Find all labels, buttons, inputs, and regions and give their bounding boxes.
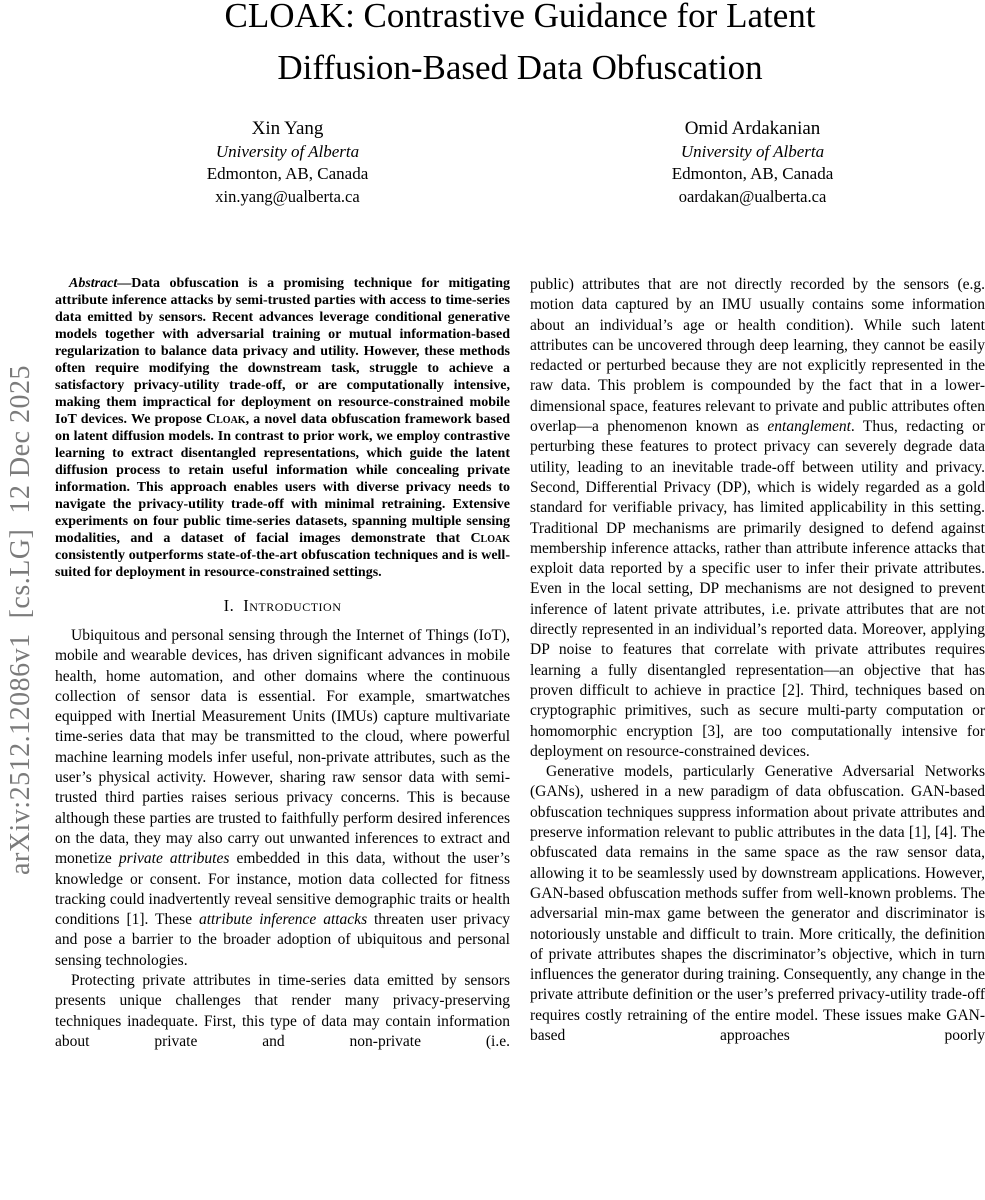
- author-2-location: Edmonton, AB, Canada: [671, 164, 834, 183]
- section-number: I.: [223, 596, 235, 615]
- right-column: [530, 275, 985, 1046]
- arxiv-watermark: arXiv:2512.12086v1 [cs.LG] 12 Dec 2025: [5, 365, 36, 875]
- author-1-location: Edmonton, AB, Canada: [206, 164, 369, 183]
- author-2-name: Omid Ardakanian: [684, 118, 821, 139]
- section-heading-introduction: [55, 596, 510, 616]
- author-1-affiliation: University of Alberta: [215, 141, 360, 161]
- intro-paragraph-2-continued: public) attributes that are not directly recorded by the sensors (e.g. motion data captured by an IMU usually contains some information about an individual’s age or health condition). While such latent attributes can be uncovered through deep learning, they cannot be easily redacted or perturbed because they are not explicitly represented in the raw data. This problem is compounded by the fact that in a lower-dimensional space, features relevant to private and public attributes often overlap—a phenomenon known as entanglement. Thus, redacting or perturbing these features to protect privacy can severely degrade data utility, leading to an inevitable trade-off between utility and privacy. Second, Differential Privacy (DP), which is widely regarded as a gold standard for verifiable privacy, has limited applicability in this setting. Traditional DP mechanisms are primarily designed to defend against membership inference attacks, rather than attribute inference attacks that exploit data reported by a specific user to infer their private attributes. Even in the local setting, DP mechanisms are not designed to prevent inference of latent private attributes, i.e. private attributes that are not directly represented in an individual’s reported data. Moreover, applying DP noise to features that correlate with private attributes requires learning a fully disentangled representation—an objective that has proven difficult to achieve in practice [2]. Third, techniques based on cryptographic primitives, such as secure multi-party computation or homomorphic encryption [3], are too computationally intensive for deployment on resource-constrained devices.: [530, 276, 985, 760]
- author-2-affiliation: University of Alberta: [680, 141, 825, 161]
- abstract-paragraph: Abstract—Data obfuscation is a promising technique for mitigating attribute inference attacks by semi-trusted parties with access to time-series data emitted by sensors. Recent advances leverage conditional generative models together with adversarial training or mutual information-based regularization to balance data privacy and utility. However, these methods often require modifying the downstream task, struggle to achieve a satisfactory privacy-utility trade-off, or are computationally intensive, making them impractical for deployment on resource-constrained mobile IoT devices. We propose Cloak, a novel data obfuscation framework based on latent diffusion models. In contrast to prior work, we employ contrastive learning to extract disentangled representations, which guide the latent diffusion process to retain useful information while concealing private information. This approach enables users with diverse privacy needs to navigate the privacy-utility trade-off with minimal retraining. Extensive experiments on four public time-series datasets, spanning multiple sensing modalities, and a dataset of facial images demonstrate that Cloak consistently outperforms state-of-the-art obfuscation techniques and is well-suited for deployment in resource-constrained settings.: [55, 276, 510, 580]
- paper-title: [55, 0, 985, 94]
- intro-paragraph-2: Protecting private attributes in time-series data emitted by sensors presents unique challenges that render many privacy-preserving techniques inadequate. First, this type of data may contain information about private and non-private (i.e.: [55, 972, 510, 1050]
- author-1: [55, 118, 520, 208]
- intro-paragraph-1: Ubiquitous and personal sensing through the Internet of Things (IoT), mobile and wearable devices, has driven significant advances in mobile health, home automation, and other domains where the continuous collection of sensor data is essential. For example, smartwatches equipped with Inertial Measurement Units (IMUs) capture multivariate time-series data that may be transmitted to the cloud, where powerful machine learning models infer useful, non-private attributes, such as the user’s physical activity. However, sharing raw sensor data with semi-trusted third parties raises serious privacy concerns. This is because although these parties are trusted to faithfully perform desired inferences on the data, they may also carry out unwanted inferences to extract and monetize private attributes embedded in this data, without the user’s knowledge or consent. For instance, motion data collected for fitness tracking could inadvertently reveal sensitive demographic traits or health conditions [1]. These attribute inference attacks threaten user privacy and pose a barrier to the broader adoption of ubiquitous and personal sensing technologies.: [55, 627, 510, 969]
- author-2-email: oardakan@ualberta.ca: [678, 186, 827, 206]
- intro-paragraph-3: Generative models, particularly Generative Adversarial Networks (GANs), ushered in a new paradigm of data obfuscation. GAN-based obfuscation techniques suppress information about private attributes and preserve information relevant to public attributes in the data [1], [4]. The obfuscated data remains in the same space as the raw sensor data, allowing it to be seamlessly used by downstream applications. However, GAN-based obfuscation methods suffer from well-known problems. The adversarial min-max game between the generator and discriminator is notoriously unstable and difficult to train. More critically, the definition of private attributes shapes the discriminator’s objective, which in turn influences the generator during training. Consequently, any change in the private attribute definition or the user’s preferred privacy-utility trade-off requires costly retraining of the entire model. These issues make GAN-based approaches poorly: [530, 763, 985, 1044]
- author-1-name: Xin Yang: [251, 118, 324, 139]
- left-column: [55, 275, 510, 1052]
- author-block: [55, 118, 985, 208]
- paper-title-line-2: Diffusion-Based Data Obfuscation: [277, 48, 763, 87]
- paper-title-line-1: CLOAK: Contrastive Guidance for Latent: [224, 0, 816, 35]
- author-1-email: xin.yang@ualberta.ca: [215, 186, 360, 206]
- section-title: Introduction: [243, 596, 342, 615]
- author-2: [520, 118, 985, 208]
